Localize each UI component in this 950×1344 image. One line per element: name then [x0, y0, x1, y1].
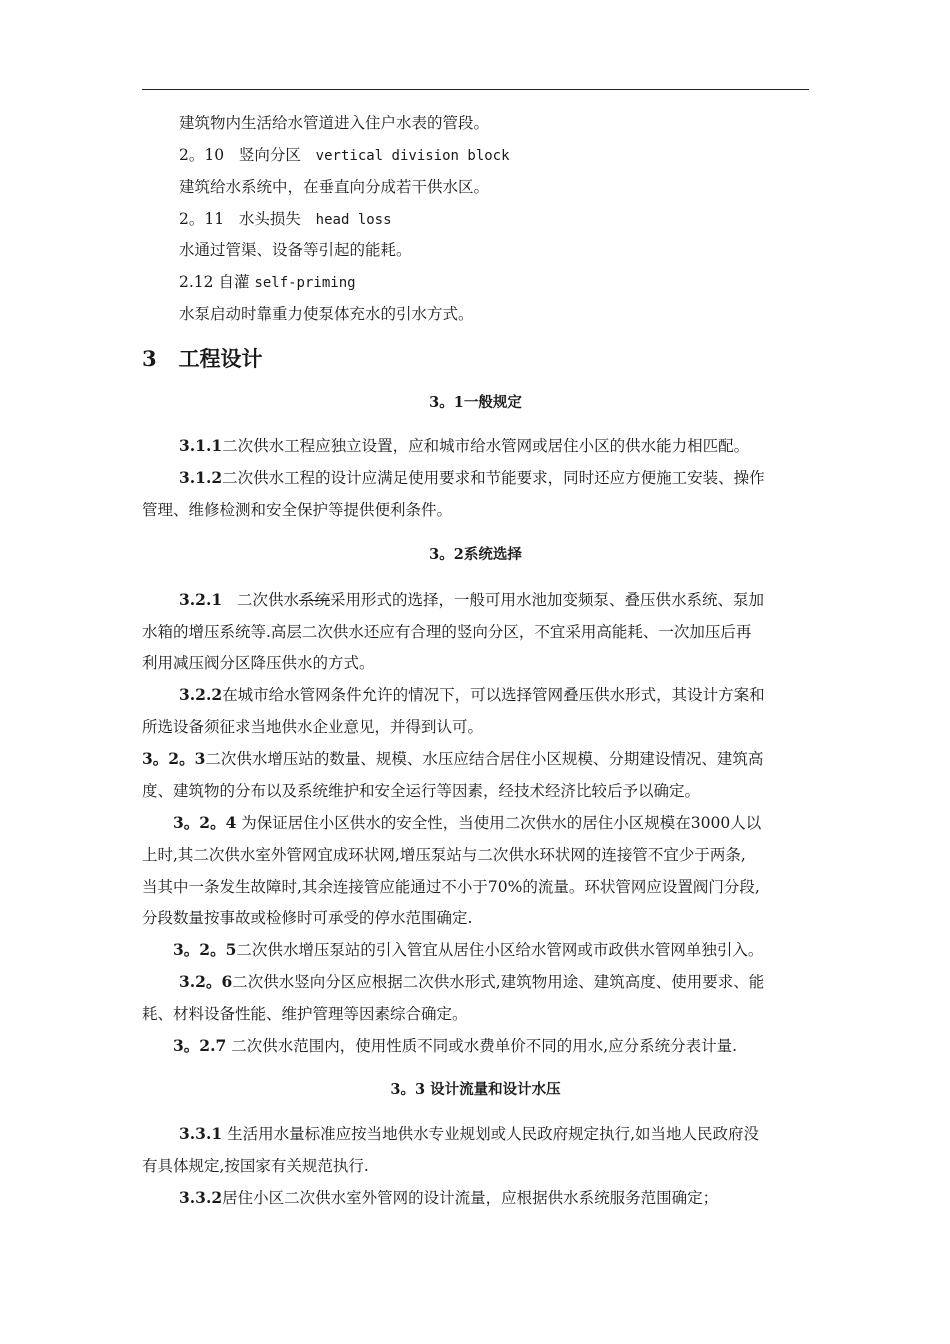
- clause-text-cont: 所选设备须征求当地供水企业意见，并得到认可。: [142, 718, 484, 736]
- clause-number: 3。2。4: [173, 813, 237, 832]
- clause-3-1-1: [179, 436, 749, 456]
- clause-text: 二次供水增压泵站的引入管宜从居住小区给水管网或市政供水管网单独引入。: [236, 941, 764, 959]
- clause-text: 二次供水工程的设计应满足使用要求和节能要求，同时还应方便施工安装、操作: [222, 469, 765, 487]
- term-2-11: [179, 209, 392, 230]
- clause-number: 3.2.1: [179, 590, 223, 609]
- clause-3-2-6: [179, 972, 764, 992]
- section-heading-3-1: 3。1一般规定: [429, 394, 522, 411]
- header-rule: [142, 89, 809, 90]
- term-english: head loss: [315, 212, 392, 228]
- clause-text: 采用形式的选择，一般可用水池加变频泵、叠压供水系统、泵加: [329, 591, 764, 609]
- chapter-number: 3: [142, 346, 157, 371]
- clause-text: 二次供水范围内，使用性质不同或水费单价不同的用水,应分系统分表计量.: [231, 1037, 738, 1055]
- clause-3-1-2: [179, 468, 765, 488]
- clause-text-cont: 耗、材料设备性能、维护管理等因素综合确定。: [142, 1005, 468, 1023]
- clause-3-3-1: [179, 1124, 759, 1144]
- term-number: 2。11: [179, 210, 225, 228]
- term-number: 2.12: [179, 273, 214, 291]
- clause-3-2-7: [173, 1036, 737, 1056]
- clause-number: 3.3.2: [179, 1188, 223, 1207]
- clause-text-cont: 分段数量按事故或检修时可承受的停水范围确定.: [142, 909, 473, 927]
- clause-text-cont: 当其中一条发生故障时,其余连接管应能通过不小于70%的流量。环状管网应设置阀门分段,: [142, 878, 760, 896]
- clause-3-2-3: [142, 749, 763, 769]
- chapter-title: 工程设计: [178, 346, 263, 371]
- clause-text-cont: 利用减压阀分区降压供水的方式。: [142, 654, 375, 672]
- def-paragraph: 建筑物内生活给水管道进入住户水表的管段。: [179, 114, 490, 132]
- term-chinese: 自灌: [218, 273, 250, 291]
- clause-text: 二次供水工程应独立设置，应和城市给水管网或居住小区的供水能力相匹配。: [222, 437, 750, 455]
- clause-3-2-4: [173, 813, 761, 833]
- term-english: self-priming: [254, 275, 356, 291]
- term-chinese: 竖向分区: [238, 146, 301, 164]
- clause-number: 3.1.2: [179, 468, 223, 487]
- clause-number: 3.1.1: [179, 436, 223, 455]
- section-heading-3-3: 3。3 设计流量和设计水压: [390, 1081, 561, 1098]
- clause-text-cont: 上时,其二次供水室外管网宜成环状网,增压泵站与二次供水环状网的连接管不宜少于两条,: [142, 846, 746, 864]
- clause-text: 二次供水增压站的数量、规模、水压应结合居住小区规模、分期建设情况、建筑高: [205, 750, 764, 768]
- clause-number: 3.2.2: [179, 685, 223, 704]
- term-number: 2。10: [179, 146, 225, 164]
- def-paragraph: 水泵启动时靠重力使泵体充水的引水方式。: [179, 305, 474, 323]
- clause-text-cont: 有具体规定,按国家有关规范执行.: [142, 1157, 369, 1175]
- clause-number: 3.2。6: [179, 972, 233, 991]
- clause-3-2-2: [179, 685, 765, 705]
- clause-number: 3.3.1: [179, 1124, 223, 1143]
- def-paragraph: 水通过管渠、设备等引起的能耗。: [179, 241, 412, 259]
- clause-number: 3。2。5: [173, 940, 237, 959]
- clause-text: 二次供水: [236, 591, 299, 609]
- clause-text-cont: 度、建筑物的分布以及系统维护和安全运行等因素，经技术经济比较后予以确定。: [142, 782, 701, 800]
- clause-text: 二次供水竖向分区应根据二次供水形式,建筑物用途、建筑高度、使用要求、能: [232, 973, 765, 991]
- clause-text: 生活用水量标准应按当地供水专业规划或人民政府规定执行,如当地人民政府没: [227, 1125, 760, 1143]
- clause-3-3-2: [179, 1188, 718, 1208]
- clause-text-cont: 水箱的增压系统等.高层二次供水还应有合理的竖向分区，不宜采用高能耗、一次加压后再: [142, 623, 752, 641]
- clause-text: 在城市给水管网条件允许的情况下，可以选择管网叠压供水形式，其设计方案和: [222, 686, 765, 704]
- clause-number: 3。2。3: [142, 749, 206, 768]
- clause-text-cont: 管理、维修检测和安全保护等提供便利条件。: [142, 501, 453, 519]
- clause-text: 为保证居住小区供水的安全性，当使用二次供水的居住小区规模在3000人以: [241, 814, 762, 832]
- term-english: vertical division block: [315, 148, 510, 164]
- term-chinese: 水头损失: [238, 210, 301, 228]
- clause-3-2-1: [179, 590, 764, 610]
- chapter-heading: [142, 346, 263, 372]
- clause-text: 居住小区二次供水室外管网的设计流量，应根据供水系统服务范围确定；: [222, 1189, 719, 1207]
- struck-text: 系统: [298, 591, 330, 609]
- def-paragraph: 建筑给水系统中，在垂直向分成若干供水区。: [179, 178, 490, 196]
- clause-number: 3。2.7: [173, 1036, 227, 1055]
- clause-3-2-5: [173, 940, 763, 960]
- section-heading-3-2: 3。2系统选择: [429, 546, 522, 563]
- term-2-10: [179, 145, 510, 166]
- term-2-12: [179, 272, 356, 293]
